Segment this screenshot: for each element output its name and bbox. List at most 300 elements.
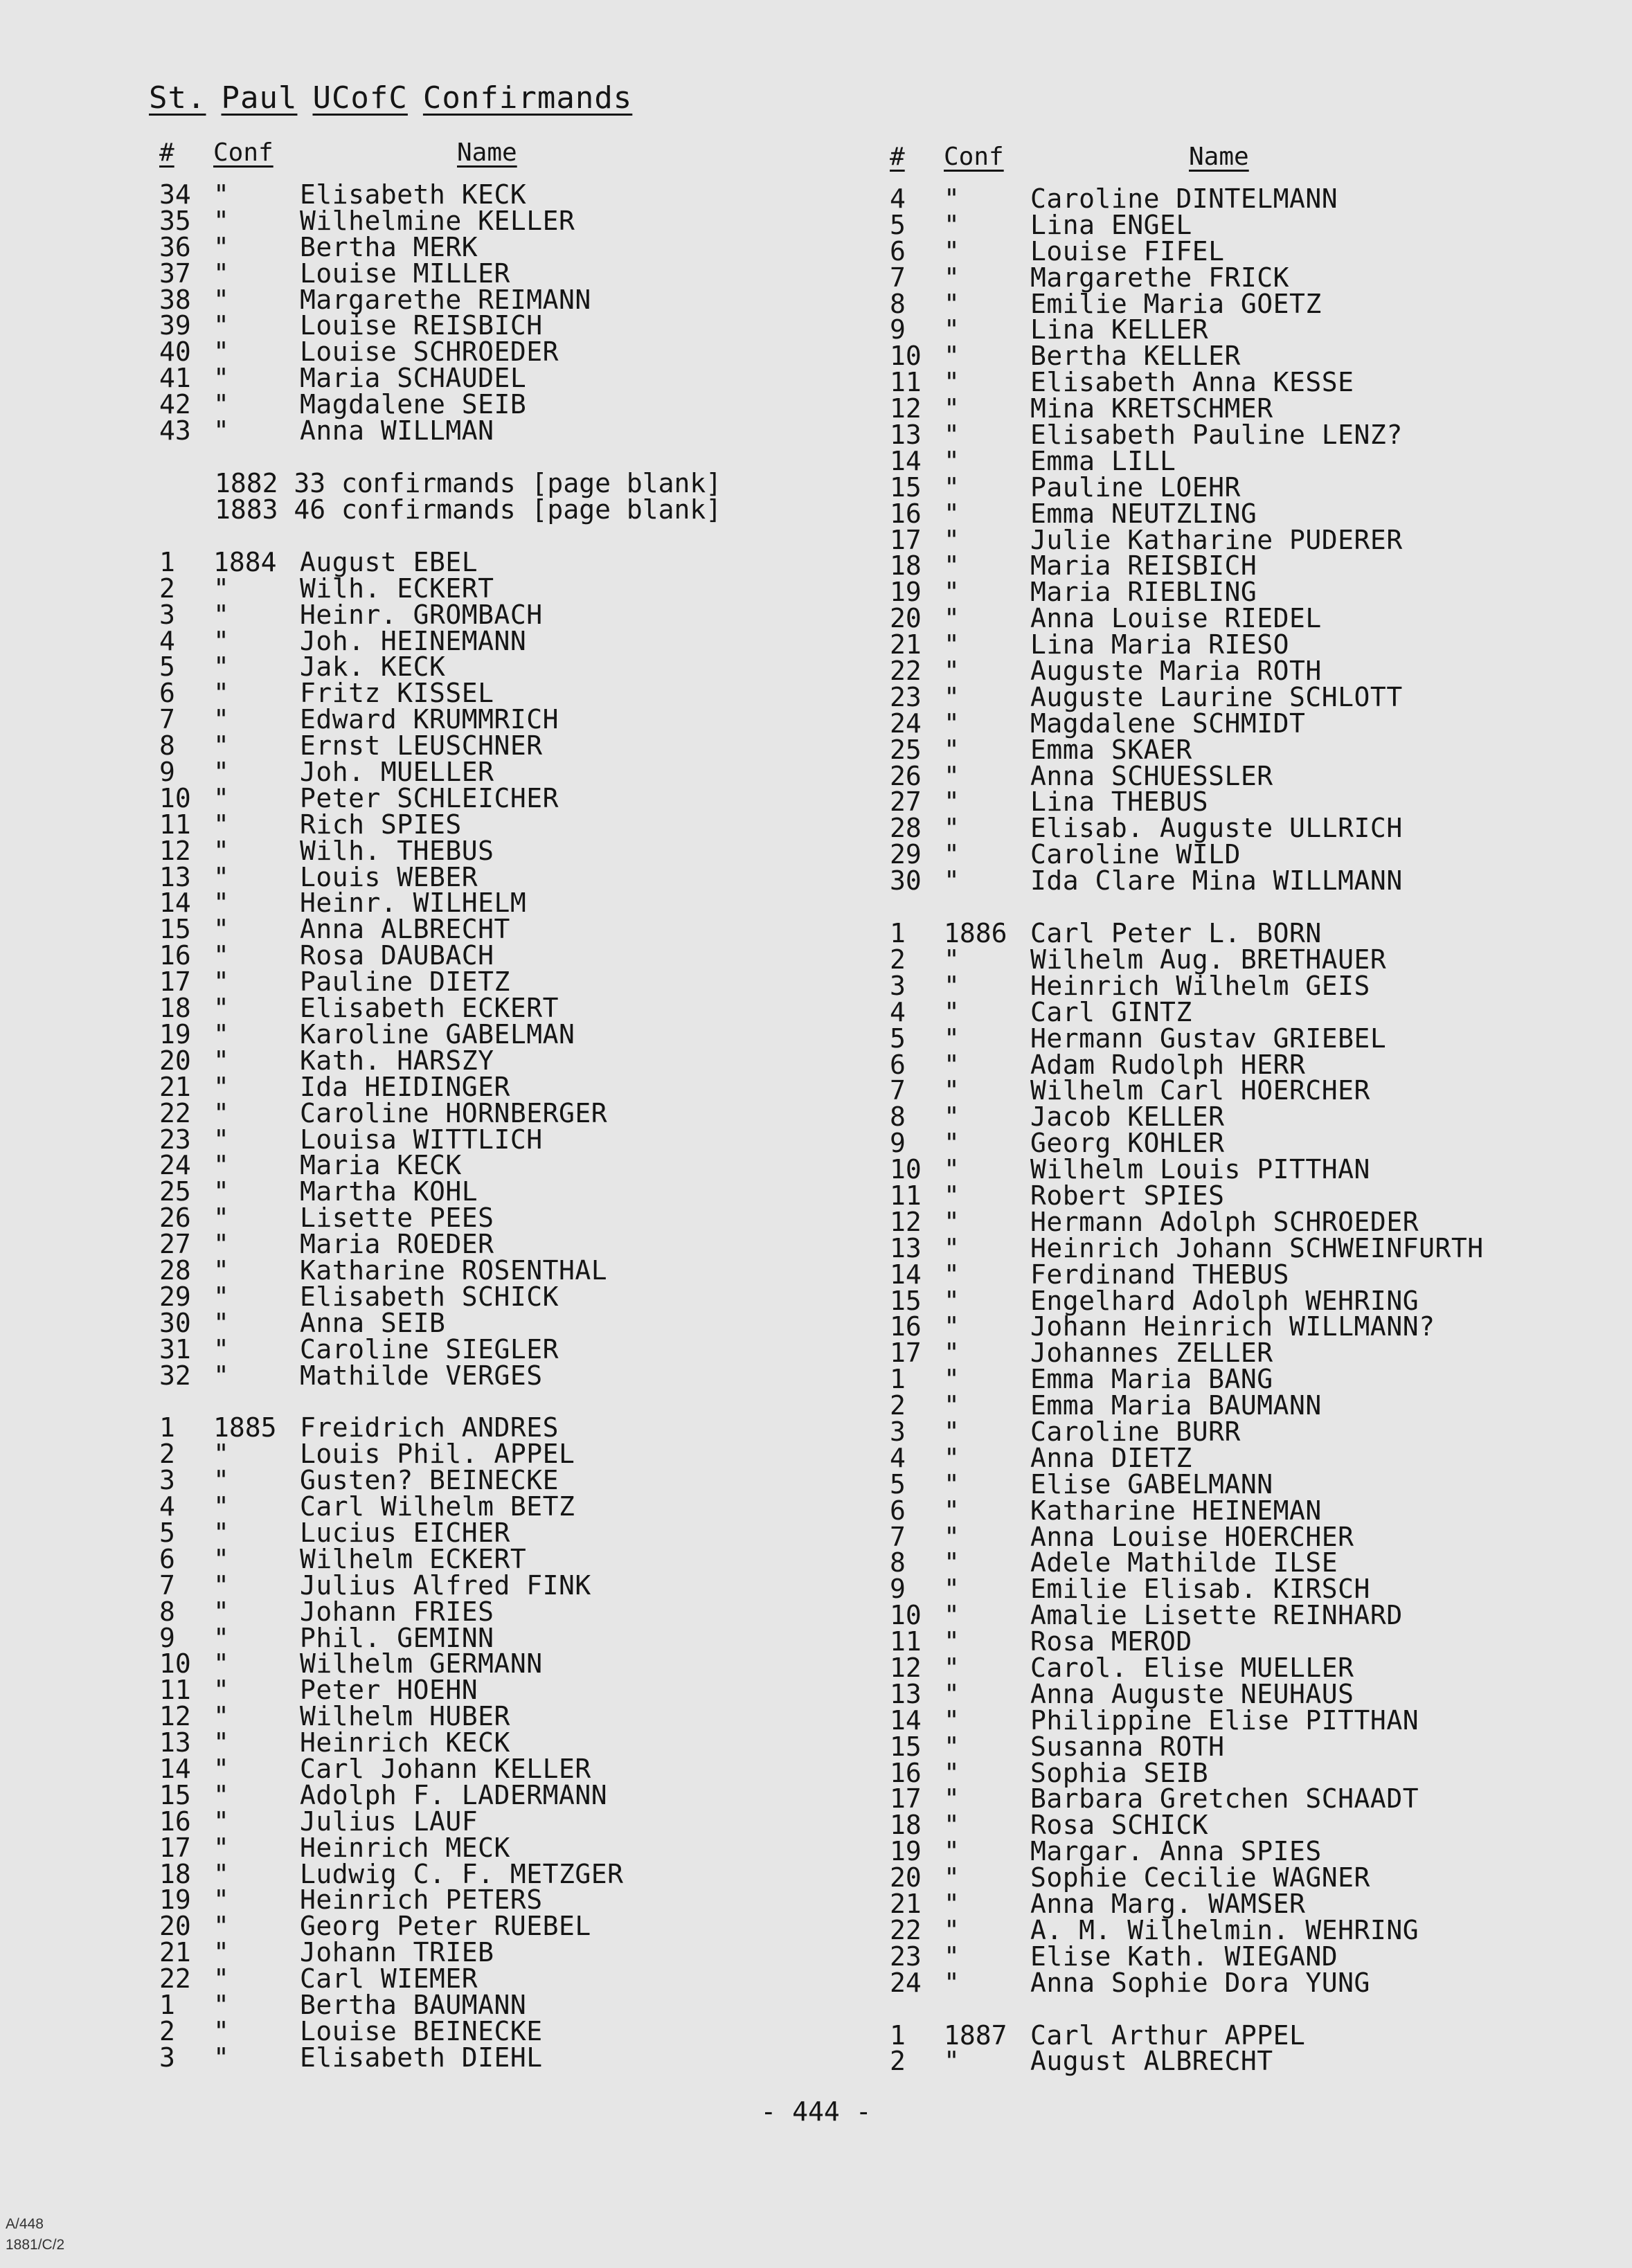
- confirmand-name: Elisabeth Pauline LENZ?: [1030, 420, 1403, 451]
- confirmand-name: Bertha MERK: [300, 231, 478, 262]
- confirmand-name: Louise BEINECKE: [300, 2015, 543, 2046]
- confirmation-year: ": [213, 1203, 229, 1234]
- confirmation-year: ": [213, 1753, 229, 1784]
- confirmand-name: Lina THEBUS: [1030, 786, 1209, 818]
- confirmand-name: August EBEL: [300, 546, 478, 577]
- entry-number: 12: [159, 835, 191, 866]
- confirmand-name: Wilhelmine KELLER: [300, 205, 575, 236]
- entry-number: 20: [159, 1045, 191, 1076]
- header-num: #: [159, 138, 174, 167]
- confirmand-row: [879, 445, 1606, 476]
- title-word: Confirmands: [422, 80, 633, 116]
- confirmation-year: ": [213, 1990, 229, 2020]
- confirmation-year: ": [213, 205, 229, 236]
- entry-number: 15: [159, 914, 191, 945]
- confirmand-row: [879, 1783, 1606, 1815]
- confirmand-row: [879, 1313, 1606, 1340]
- entry-number: 17: [890, 1338, 922, 1369]
- confirmand-row: [879, 420, 1606, 451]
- confirmation-year: ": [213, 1911, 229, 1942]
- confirmand-row: [879, 839, 1606, 870]
- confirmand-row: [149, 415, 876, 447]
- confirmand-row: [879, 235, 1606, 267]
- confirmand-name: Rich SPIES: [300, 809, 462, 840]
- entry-number: 28: [159, 1254, 191, 1286]
- confirmation-year: ": [944, 603, 960, 634]
- confirmand-name: Anna SCHUESSLER: [1030, 760, 1273, 791]
- confirmand-row: [149, 782, 876, 813]
- confirmand-name: Emilie Maria GOETZ: [1030, 288, 1322, 319]
- entry-number: 11: [890, 1180, 922, 1211]
- entry-number: 11: [159, 809, 191, 840]
- confirmand-name: Emma LILL: [1030, 445, 1176, 476]
- confirmand-name: August ALBRECHT: [1030, 2046, 1273, 2077]
- confirmation-year: ": [944, 1495, 960, 1526]
- confirmand-row: [879, 1206, 1606, 1237]
- confirmand-row: [149, 1963, 876, 1995]
- confirmation-year: 1886: [944, 918, 1007, 949]
- confirmand-name: Magdalene SEIB: [300, 389, 527, 420]
- confirmation-year: ": [944, 235, 960, 267]
- entry-number: 18: [159, 993, 191, 1024]
- confirmand-name: Carol. Elise MUELLER: [1030, 1652, 1354, 1683]
- confirmation-year: ": [213, 966, 229, 998]
- confirmation-year: ": [944, 288, 960, 319]
- confirmand-row: [149, 389, 876, 420]
- confirmation-year: ": [213, 1622, 229, 1653]
- confirmand-name: Peter SCHLEICHER: [300, 782, 559, 813]
- confirmand-name: Wilhelm GERMANN: [300, 1648, 543, 1680]
- confirmand-row: [879, 316, 1606, 343]
- confirmand-name: Hermann Gustav GRIEBEL: [1030, 1023, 1387, 1054]
- confirmation-year: ": [944, 996, 960, 1027]
- entry-number: 3: [159, 2042, 175, 2073]
- confirmand-name: Elisabeth KECK: [300, 179, 527, 210]
- entry-number: 11: [159, 1675, 191, 1706]
- confirmation-year: ": [213, 1858, 229, 1889]
- confirmation-year: ": [944, 1547, 960, 1578]
- confirmand-row: [879, 1836, 1606, 1867]
- confirmand-name: Ida HEIDINGER: [300, 1071, 510, 1102]
- confirmand-row: [879, 1154, 1606, 1185]
- confirmation-year: ": [944, 734, 960, 765]
- confirmation-year: ": [213, 1124, 229, 1155]
- confirmation-year: ": [213, 573, 229, 604]
- confirmation-year: ": [213, 1439, 229, 1470]
- confirmand-row: [149, 1937, 876, 1968]
- confirmand-row: [149, 205, 876, 236]
- confirmand-row: [149, 757, 876, 788]
- confirmand-row: [879, 1261, 1606, 1288]
- entry-number: 25: [890, 734, 922, 765]
- confirmation-year: ": [213, 1963, 229, 1995]
- entry-number: 21: [159, 1937, 191, 1968]
- confirmand-row: [879, 1574, 1606, 1605]
- confirmand-name: Philippine Elise PITTHAN: [1030, 1704, 1419, 1736]
- entry-number: 9: [890, 1128, 906, 1159]
- confirmand-name: Maria KECK: [300, 1150, 462, 1181]
- confirmand-name: Louise FIFEL: [1030, 235, 1225, 267]
- confirmand-row: [149, 2015, 876, 2046]
- confirmand-row: [879, 1757, 1606, 1788]
- confirmand-name: Wilhelm Louis PITTHAN: [1030, 1154, 1370, 1185]
- confirmation-year: ": [213, 1779, 229, 1810]
- confirmand-row: [879, 1416, 1606, 1447]
- confirmand-name: Maria REISBICH: [1030, 550, 1257, 582]
- year-note: 1882 33 confirmands [page blank]: [215, 467, 722, 498]
- confirmand-name: Anna Marg. WAMSER: [1030, 1889, 1306, 1919]
- entry-number: 18: [159, 1858, 191, 1889]
- confirmand-name: Caroline DINTELMANN: [1030, 183, 1338, 214]
- entry-number: 38: [159, 284, 191, 315]
- confirmation-year: ": [944, 1338, 960, 1369]
- confirmand-row: [149, 1729, 876, 1756]
- confirmation-year: ": [944, 1836, 960, 1867]
- entry-number: 14: [159, 1753, 191, 1784]
- confirmand-row: [149, 1254, 876, 1286]
- confirmand-name: Maria ROEDER: [300, 1229, 494, 1260]
- confirmand-name: Sophie Cecilie WAGNER: [1030, 1862, 1370, 1893]
- entry-number: 12: [890, 1652, 922, 1683]
- confirmand-name: Mathilde VERGES: [300, 1360, 543, 1391]
- entry-number: 2: [159, 2015, 175, 2046]
- entry-number: 16: [890, 498, 922, 529]
- section-gap: [149, 444, 876, 470]
- entry-number: 11: [890, 1626, 922, 1657]
- entry-number: 14: [890, 1704, 922, 1736]
- entry-number: 3: [159, 599, 175, 630]
- confirmation-year: ": [944, 1206, 960, 1237]
- entry-number: 42: [159, 389, 191, 420]
- entry-number: 12: [159, 1701, 191, 1732]
- confirmation-year: ": [944, 471, 960, 503]
- confirmand-name: Freidrich ANDRES: [300, 1412, 559, 1443]
- page-title: [149, 80, 647, 116]
- confirmand-name: Heinrich PETERS: [300, 1884, 543, 1916]
- confirmation-year: ": [944, 786, 960, 818]
- confirmand-row: [879, 395, 1606, 422]
- entry-number: 19: [890, 577, 922, 608]
- confirmation-year: ": [944, 1652, 960, 1683]
- title-word: Paul: [221, 80, 298, 116]
- confirmand-name: A. M. Wilhelmin. WEHRING: [1030, 1914, 1419, 1945]
- confirmand-name: Maria SCHAUDEL: [300, 363, 527, 394]
- confirmation-year: ": [213, 1097, 229, 1128]
- confirmand-row: [879, 498, 1606, 529]
- entry-number: 13: [890, 1232, 922, 1263]
- entry-number: 7: [890, 262, 906, 293]
- confirmand-name: Emilie Elisab. KIRSCH: [1030, 1574, 1370, 1605]
- confirmation-year: ": [944, 629, 960, 660]
- header-num: #: [890, 143, 905, 171]
- confirmation-year: ": [944, 420, 960, 451]
- confirmand-name: Louisa WITTLICH: [300, 1124, 543, 1155]
- confirmand-name: Amalie Lisette REINHARD: [1030, 1600, 1403, 1631]
- entry-number: 12: [890, 393, 922, 424]
- confirmand-name: Kath. HARSZY: [300, 1045, 494, 1076]
- confirmand-row: [149, 678, 876, 709]
- confirmand-name: Caroline HORNBERGER: [300, 1097, 608, 1128]
- confirmation-year: ": [944, 1285, 960, 1316]
- confirmation-year: ": [213, 2042, 229, 2073]
- confirmand-name: Bertha BAUMANN: [300, 1990, 527, 2020]
- confirmation-year: ": [944, 1704, 960, 1736]
- confirmation-year: ": [213, 1360, 229, 1391]
- confirmand-row: [879, 681, 1606, 712]
- entry-number: 1: [159, 546, 175, 577]
- column-header: [149, 138, 876, 173]
- entry-number: 29: [159, 1281, 191, 1312]
- confirmation-year: ": [944, 1574, 960, 1605]
- entry-number: 9: [159, 757, 175, 788]
- entry-number: 5: [890, 1468, 906, 1500]
- confirmand-name: Caroline WILD: [1030, 839, 1241, 870]
- confirmand-name: Jacob KELLER: [1030, 1101, 1225, 1133]
- confirmand-row: [149, 942, 876, 969]
- title-word: St.: [149, 80, 206, 116]
- confirmand-name: Elise GABELMANN: [1030, 1468, 1273, 1500]
- confirmation-year: ": [213, 1517, 229, 1548]
- confirmation-year: ": [213, 1884, 229, 1916]
- confirmand-row: [879, 341, 1606, 372]
- confirmand-name: Carl Johann KELLER: [300, 1753, 591, 1784]
- confirmand-name: Louise REISBICH: [300, 310, 543, 341]
- entry-number: 32: [159, 1360, 191, 1391]
- confirmation-year: ": [213, 835, 229, 866]
- section-gap: [879, 894, 1606, 920]
- confirmand-name: Wilh. ECKERT: [300, 573, 494, 604]
- confirmand-name: Katharine HEINEMAN: [1030, 1495, 1322, 1526]
- confirmation-year: ": [213, 1569, 229, 1601]
- confirmation-year: ": [944, 1416, 960, 1447]
- entry-number: 10: [159, 782, 191, 813]
- entry-number: 23: [890, 681, 922, 712]
- confirmation-year: ": [944, 2046, 960, 2077]
- confirmation-year: ": [944, 1967, 960, 1998]
- confirmand-row: [149, 993, 876, 1024]
- confirmation-year: ": [213, 888, 229, 919]
- entry-number: 1: [159, 1990, 175, 2020]
- confirmand-row: [149, 1126, 876, 1153]
- entry-number: 24: [890, 1967, 922, 1998]
- confirmand-row: [879, 471, 1606, 503]
- confirmation-year: ": [944, 341, 960, 372]
- confirmand-name: Lucius EICHER: [300, 1517, 510, 1548]
- section-gap: [149, 1388, 876, 1414]
- entry-number: 10: [159, 1648, 191, 1680]
- confirmand-row: [149, 730, 876, 762]
- entry-number: 1: [890, 918, 906, 949]
- confirmand-name: Caroline BURR: [1030, 1416, 1241, 1447]
- confirmation-year: 1884: [213, 546, 277, 577]
- confirmand-name: Ernst LEUSCHNER: [300, 730, 543, 762]
- confirmand-name: Louis WEBER: [300, 861, 478, 892]
- confirmand-row: [879, 656, 1606, 687]
- confirmand-name: Caroline SIEGLER: [300, 1333, 559, 1365]
- confirmand-row: [879, 1182, 1606, 1209]
- entry-number: 21: [890, 629, 922, 660]
- entry-number: 22: [159, 1963, 191, 1995]
- confirmand-name: Rosa MEROD: [1030, 1626, 1192, 1657]
- left-rows: [149, 181, 876, 2071]
- confirmation-year: ": [213, 940, 229, 971]
- confirmand-row: [149, 1203, 876, 1234]
- confirmation-year: ": [213, 1071, 229, 1102]
- entry-number: 26: [159, 1203, 191, 1234]
- confirmand-row: [149, 1047, 876, 1074]
- entry-number: 16: [890, 1311, 922, 1342]
- confirmand-name: Julius Alfred FINK: [300, 1569, 591, 1601]
- confirmand-row: [879, 1128, 1606, 1159]
- confirmand-name: Elisab. Auguste ULLRICH: [1030, 813, 1403, 844]
- entry-number: 39: [159, 310, 191, 341]
- confirmand-row: [879, 1468, 1606, 1500]
- entry-number: 16: [159, 940, 191, 971]
- confirmation-year: ": [213, 1806, 229, 1837]
- confirmand-name: Anna DIETZ: [1030, 1442, 1192, 1473]
- confirmation-year: ": [944, 1180, 960, 1211]
- confirmand-row: [879, 760, 1606, 791]
- confirmation-year: ": [944, 970, 960, 1001]
- confirmation-year: ": [944, 1626, 960, 1657]
- entry-number: 17: [159, 1832, 191, 1863]
- entry-number: 19: [159, 1018, 191, 1050]
- confirmand-name: Heinrich Wilhelm GEIS: [1030, 970, 1370, 1001]
- confirmand-row: [879, 550, 1606, 582]
- confirmation-year: ": [944, 1862, 960, 1893]
- entry-number: 1: [890, 1364, 906, 1395]
- entry-number: 21: [159, 1071, 191, 1102]
- confirmand-row: [879, 946, 1606, 973]
- entry-number: 29: [890, 839, 922, 870]
- confirmand-row: [149, 1414, 876, 1441]
- entry-number: 1: [890, 2019, 906, 2051]
- confirmation-year: ": [213, 258, 229, 289]
- confirmand-name: Susanna ROTH: [1030, 1731, 1225, 1762]
- confirmand-name: Adolph F. LADERMANN: [300, 1779, 608, 1810]
- confirmand-row: [879, 524, 1606, 555]
- confirmand-row: [879, 183, 1606, 214]
- confirmand-row: [149, 966, 876, 998]
- confirmand-row: [149, 1281, 876, 1312]
- confirmand-row: [149, 1832, 876, 1863]
- confirmand-row: [149, 1648, 876, 1680]
- confirmand-row: [879, 1914, 1606, 1945]
- confirmand-name: Georg KOHLER: [1030, 1128, 1225, 1159]
- confirmand-name: Johann FRIES: [300, 1596, 494, 1627]
- confirmand-row: [879, 1364, 1606, 1395]
- confirmand-name: Julie Katharine PUDERER: [1030, 524, 1403, 555]
- confirmation-year: ": [944, 1757, 960, 1788]
- confirmand-row: [879, 1392, 1606, 1419]
- confirmand-name: Heinrich KECK: [300, 1727, 510, 1758]
- confirmation-year: ": [213, 179, 229, 210]
- confirmand-row: [879, 1049, 1606, 1080]
- confirmand-row: [149, 1596, 876, 1627]
- confirmand-row: [149, 888, 876, 919]
- confirmand-row: [149, 1178, 876, 1205]
- entry-number: 19: [890, 1836, 922, 1867]
- confirmand-name: Carl GINTZ: [1030, 996, 1192, 1027]
- confirmand-row: [879, 1285, 1606, 1316]
- archive-ref-line: 1881/C/2: [6, 2237, 65, 2253]
- confirmand-name: Johann TRIEB: [300, 1937, 494, 1968]
- confirmation-year: ": [944, 1390, 960, 1421]
- confirmand-name: Fritz KISSEL: [300, 678, 494, 709]
- column-header: [879, 143, 1606, 177]
- entry-number: 15: [890, 1731, 922, 1762]
- confirmand-name: Anna Sophie Dora YUNG: [1030, 1967, 1370, 1998]
- confirmand-row: [879, 2046, 1606, 2077]
- confirmation-year: ": [944, 393, 960, 424]
- confirmation-year: ": [213, 1045, 229, 1076]
- confirmand-name: Heinrich MECK: [300, 1832, 510, 1863]
- confirmation-year: ": [213, 1229, 229, 1260]
- confirmation-year: ": [944, 708, 960, 739]
- entry-number: 6: [159, 1543, 175, 1574]
- confirmation-year: 1885: [213, 1412, 277, 1443]
- confirmand-name: Elise Kath. WIEGAND: [1030, 1941, 1338, 1972]
- confirmation-year: ": [944, 865, 960, 897]
- entry-number: 4: [890, 996, 906, 1027]
- entry-number: 5: [159, 1517, 175, 1548]
- confirmand-name: Elisabeth Anna KESSE: [1030, 367, 1354, 398]
- confirmation-year: ": [213, 1333, 229, 1365]
- confirmand-row: [879, 1232, 1606, 1263]
- confirmand-name: Georg Peter RUEBEL: [300, 1911, 591, 1942]
- confirmand-name: Adam Rudolph HERR: [1030, 1049, 1306, 1080]
- confirmation-year: ": [944, 1810, 960, 1841]
- entry-number: 13: [159, 1727, 191, 1758]
- confirmation-year: ": [213, 809, 229, 840]
- entry-number: 37: [159, 258, 191, 289]
- confirmand-row: [879, 918, 1606, 949]
- entry-number: 35: [159, 205, 191, 236]
- entry-number: 5: [159, 651, 175, 683]
- confirmand-name: Louis Phil. APPEL: [300, 1439, 575, 1470]
- entry-number: 14: [890, 445, 922, 476]
- confirmation-year: ": [944, 1941, 960, 1972]
- confirmation-year: ": [944, 1521, 960, 1552]
- confirmation-year: ": [944, 813, 960, 844]
- confirmand-name: Jak. KECK: [300, 651, 446, 683]
- confirmation-year: ": [944, 1154, 960, 1185]
- entry-number: 15: [890, 471, 922, 503]
- confirmation-year: ": [944, 1914, 960, 1945]
- confirmand-name: Julius LAUF: [300, 1806, 478, 1837]
- entry-number: 9: [890, 314, 906, 345]
- confirmand-row: [149, 1779, 876, 1810]
- confirmation-year: ": [944, 1311, 960, 1342]
- confirmation-year: ": [213, 782, 229, 813]
- confirmation-year: ": [213, 389, 229, 420]
- confirmation-year: ": [944, 1442, 960, 1473]
- entry-number: 6: [890, 1495, 906, 1526]
- entry-number: 7: [890, 1075, 906, 1106]
- confirmand-row: [149, 1229, 876, 1260]
- confirmand-name: Gusten? BEINECKE: [300, 1465, 559, 1496]
- confirmand-name: Elisabeth ECKERT: [300, 993, 559, 1024]
- confirmand-name: Maria RIEBLING: [1030, 577, 1257, 608]
- confirmation-year: ": [213, 231, 229, 262]
- confirmation-year: ": [213, 1491, 229, 1522]
- confirmand-name: Emma NEUTZLING: [1030, 498, 1257, 529]
- entry-number: 17: [890, 524, 922, 555]
- entry-number: 31: [159, 1333, 191, 1365]
- confirmand-row: [149, 1992, 876, 2018]
- confirmand-row: [879, 1891, 1606, 1917]
- confirmand-name: Auguste Maria ROTH: [1030, 656, 1322, 687]
